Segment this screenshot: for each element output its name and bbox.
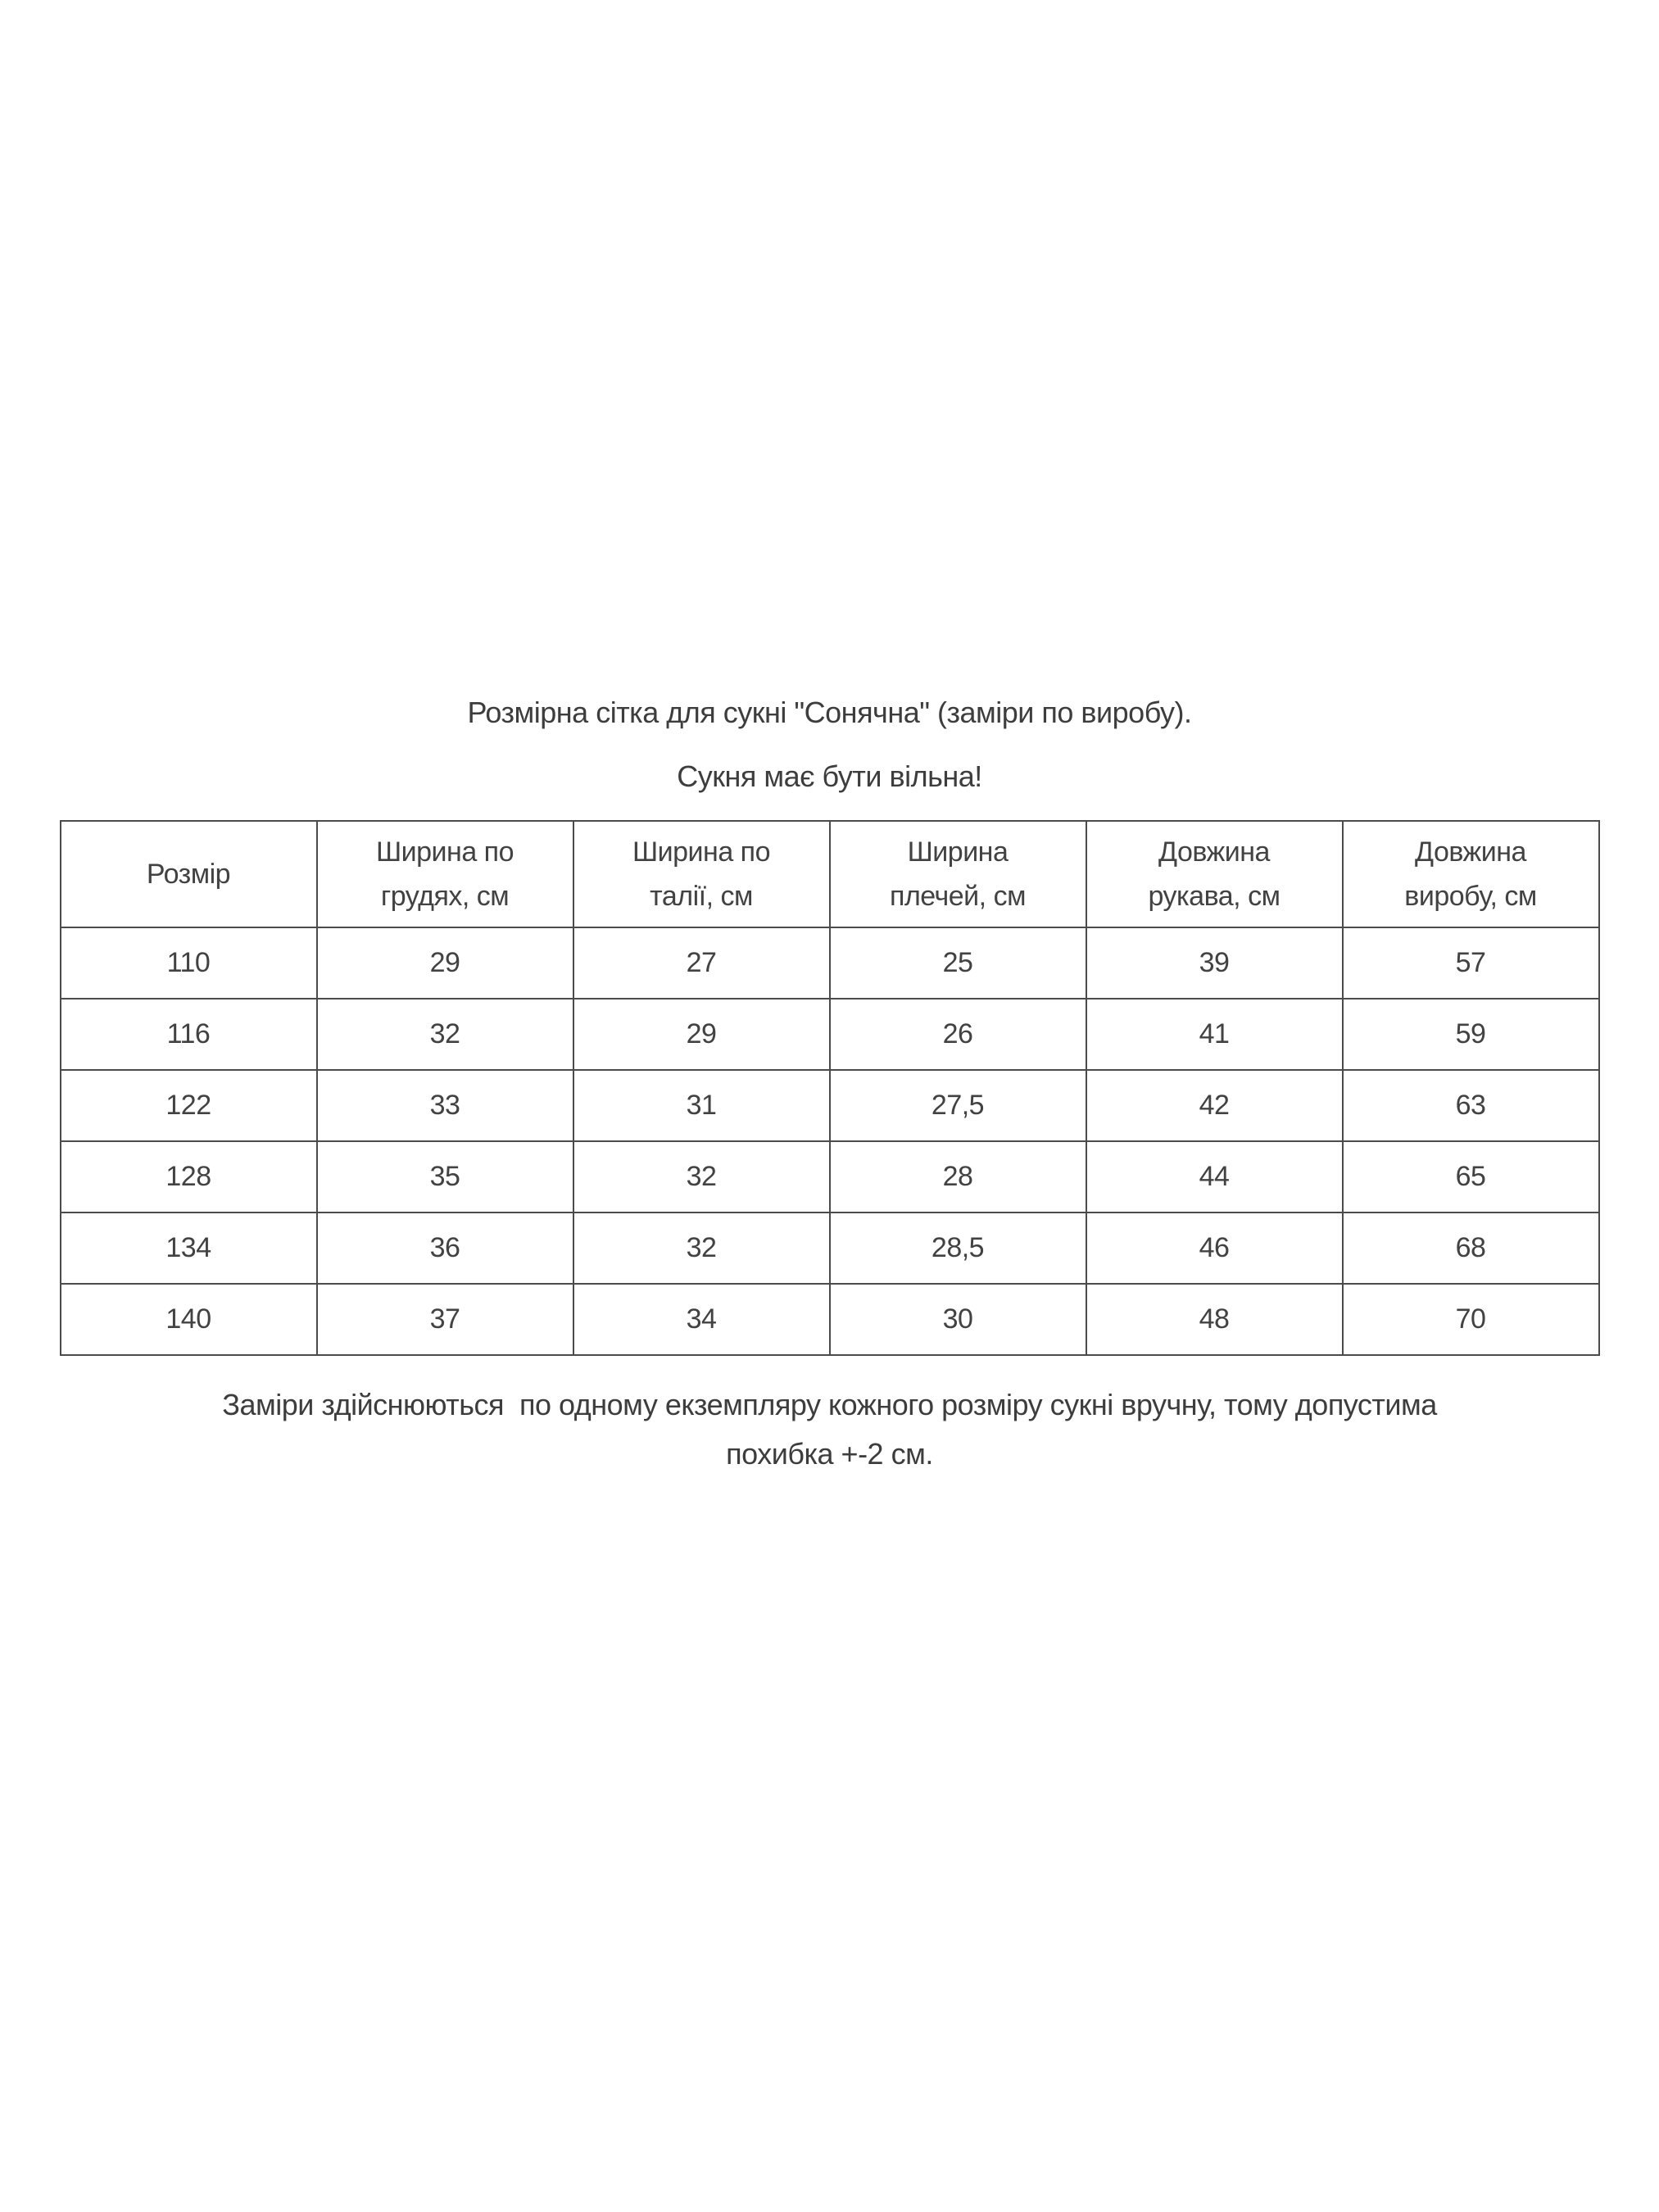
cell-sleeve-length: 39: [1086, 927, 1343, 999]
cell-size: 134: [61, 1213, 317, 1284]
cell-shoulder-width: 28,5: [830, 1213, 1086, 1284]
cell-waist-width: 31: [573, 1070, 830, 1141]
measurement-note-line2: похибка +-2 см.: [726, 1437, 933, 1471]
measurement-note-line1: Заміри здійснюються по одному екземпляру кожного розміру сукні вручну, тому допустима: [222, 1388, 1437, 1421]
table-row-size-110: [61, 927, 1599, 999]
cell-garment-length: 63: [1343, 1070, 1599, 1141]
column-header-size: [61, 821, 317, 927]
cell-garment-length: 68: [1343, 1213, 1599, 1284]
cell-garment-length: 70: [1343, 1284, 1599, 1355]
cell-garment-length: 65: [1343, 1141, 1599, 1213]
header-line2: талії, см: [650, 881, 753, 912]
header-line1: Довжина: [1158, 836, 1270, 868]
cell-shoulder-width: 27,5: [830, 1070, 1086, 1141]
size-chart-title: Розмірна сітка для сукні "Сонячна" (заміри по виробу).: [467, 696, 1192, 729]
cell-size: 140: [61, 1284, 317, 1355]
cell-waist-width: 32: [573, 1213, 830, 1284]
cell-garment-length: 57: [1343, 927, 1599, 999]
cell-waist-width: 34: [573, 1284, 830, 1355]
header-line1: Ширина: [907, 836, 1009, 868]
header-line1: Ширина по: [375, 836, 514, 868]
cell-shoulder-width: 30: [830, 1284, 1086, 1355]
size-table-body: [61, 927, 1599, 1355]
column-header-sleeve-length: [1086, 821, 1343, 927]
header-line2: виробу, см: [1404, 881, 1537, 912]
cell-waist-width: 29: [573, 999, 830, 1070]
header-line2: плечей, см: [890, 881, 1026, 912]
table-row-size-134: [61, 1213, 1599, 1284]
cell-sleeve-length: 41: [1086, 999, 1343, 1070]
column-header-chest-width: [317, 821, 573, 927]
table-row-size-128: [61, 1141, 1599, 1213]
size-table: [60, 820, 1600, 1356]
header-row: [61, 821, 1599, 927]
header-line1: Довжина: [1415, 836, 1526, 868]
cell-sleeve-length: 48: [1086, 1284, 1343, 1355]
cell-chest-width: 32: [317, 999, 573, 1070]
cell-chest-width: 33: [317, 1070, 573, 1141]
cell-size: 122: [61, 1070, 317, 1141]
column-header-waist-width: [573, 821, 830, 927]
cell-chest-width: 35: [317, 1141, 573, 1213]
cell-shoulder-width: 26: [830, 999, 1086, 1070]
table-row-size-122: [61, 1070, 1599, 1141]
table-row-size-140: [61, 1284, 1599, 1355]
cell-waist-width: 32: [573, 1141, 830, 1213]
table-row-size-116: [61, 999, 1599, 1070]
size-table-head: [61, 821, 1599, 927]
cell-size: 116: [61, 999, 317, 1070]
header-line2: рукава, см: [1148, 881, 1281, 912]
cell-sleeve-length: 46: [1086, 1213, 1343, 1284]
cell-size: 128: [61, 1141, 317, 1213]
cell-garment-length: 59: [1343, 999, 1599, 1070]
cell-chest-width: 37: [317, 1284, 573, 1355]
cell-sleeve-length: 42: [1086, 1070, 1343, 1141]
size-chart-subtitle: Сукня має бути вільна!: [677, 759, 982, 793]
cell-size: 110: [61, 927, 317, 999]
column-header-garment-length: [1343, 821, 1599, 927]
header-line2: грудях, см: [380, 881, 510, 912]
cell-shoulder-width: 25: [830, 927, 1086, 999]
column-header-shoulder-width: [830, 821, 1086, 927]
cell-waist-width: 27: [573, 927, 830, 999]
cell-shoulder-width: 28: [830, 1141, 1086, 1213]
cell-chest-width: 29: [317, 927, 573, 999]
cell-sleeve-length: 44: [1086, 1141, 1343, 1213]
header-line1: Ширина по: [632, 836, 770, 868]
measurement-note: [52, 1380, 1608, 1479]
cell-chest-width: 36: [317, 1213, 573, 1284]
header-line1: Розмір: [146, 859, 231, 890]
